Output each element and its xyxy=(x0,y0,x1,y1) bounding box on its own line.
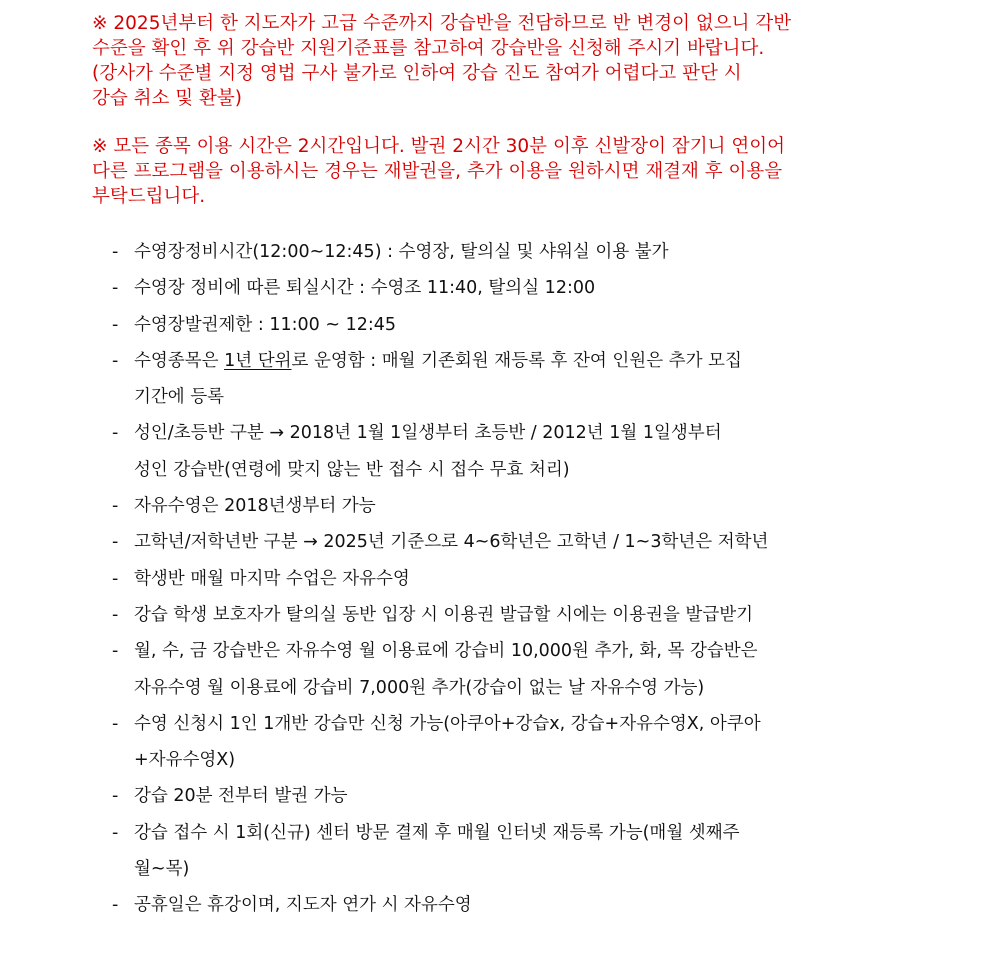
underlined-term: 1년 단위 xyxy=(224,350,292,371)
rule-text: 월, 수, 금 강습반은 자유수영 월 이용료에 강습비 10,000원 추가, 화, 목 강습반은 xyxy=(134,641,758,662)
bullet-dash: - xyxy=(112,713,119,734)
rule-text-continued: 월~목) xyxy=(134,859,190,880)
rule-text-continued: +자유수영X) xyxy=(134,750,236,771)
bullet-dash: - xyxy=(112,314,119,335)
bullet-dash: - xyxy=(112,822,119,843)
bullet-dash: - xyxy=(112,423,119,444)
bullet-dash: - xyxy=(112,496,119,517)
bullet-dash: - xyxy=(112,604,119,625)
rule-text-continued: 자유수영 월 이용료에 강습비 7,000원 추가(강습이 없는 날 자유수영 가능) xyxy=(134,677,705,698)
rules-list xyxy=(112,234,912,924)
bullet-dash: - xyxy=(112,278,119,299)
bullet-dash: - xyxy=(112,895,119,916)
list-item xyxy=(112,343,912,416)
rule-text: 수영 신청시 1인 1개반 강습만 신청 가능(아쿠아+강습x, 강습+자유수영X, 아쿠아 xyxy=(134,713,761,734)
rule-text: 수영장 정비에 따른 퇴실시간 : 수영조 11:40, 탈의실 12:00 xyxy=(134,278,596,299)
rule-text-continued: 기간에 등록 xyxy=(134,387,225,408)
list-item xyxy=(112,524,912,560)
rule-text: 학생반 매월 마지막 수업은 자유수영 xyxy=(134,568,410,589)
bullet-dash: - xyxy=(112,350,119,371)
rule-text: 고학년/저학년반 구분 → 2025년 기준으로 4~6학년은 고학년 / 1~3학년은 저학년 xyxy=(134,532,769,553)
bullet-dash: - xyxy=(112,242,119,262)
list-item xyxy=(112,307,912,343)
list-item xyxy=(112,234,912,270)
rule-text: 성인/초등반 구분 → 2018년 1월 1일생부터 초등반 / 2012년 1월 1일생부터 xyxy=(134,423,722,444)
list-item xyxy=(112,597,912,633)
rule-text xyxy=(134,343,912,379)
list-item xyxy=(112,815,912,888)
list-item xyxy=(112,561,912,597)
rule-text: 강습 학생 보호자가 탈의실 동반 입장 시 이용권 발급할 시에는 이용권을 발급받기 xyxy=(134,604,754,625)
notice-line: ※ 2025년부터 한 지도자가 고급 수준까지 강습반을 전담하므로 반 변경이 없으니 각반 xyxy=(92,13,792,34)
notice-class-level xyxy=(92,11,912,111)
notice-usage-time xyxy=(92,134,912,209)
rule-text: 공휴일은 휴강이며, 지도자 연가 시 자유수영 xyxy=(134,895,472,916)
list-item xyxy=(112,270,912,306)
rule-text-part: 수영종목은 xyxy=(134,350,225,371)
notice-line: 수준을 확인 후 위 강습반 지원기준표를 참고하여 강습반을 신청해 주시기 바랍니다. xyxy=(92,38,765,59)
rule-text: 수영장발권제한 : 11:00 ~ 12:45 xyxy=(134,314,397,335)
list-item xyxy=(112,488,912,524)
list-item xyxy=(112,415,912,488)
list-item xyxy=(112,778,912,814)
rule-text: 수영장정비시간(12:00~12:45) : 수영장, 탈의실 및 샤워실 이용 불가 xyxy=(134,242,669,262)
bullet-dash: - xyxy=(112,786,119,807)
list-item xyxy=(112,633,912,706)
notice-line: ※ 모든 종목 이용 시간은 2시간입니다. 발권 2시간 30분 이후 신발장이 잠기니 연이어 xyxy=(92,136,786,157)
rule-text-part: 로 운영함 : 매월 기존회원 재등록 후 잔여 인원은 추가 모집 xyxy=(291,350,742,371)
notice-line: 다른 프로그램을 이용하시는 경우는 재발권을, 추가 이용을 원하시면 재결재 후 이용을 xyxy=(92,161,783,182)
bullet-dash: - xyxy=(112,568,119,589)
notice-line: (강사가 수준별 지정 영법 구사 불가로 인하여 강습 진도 참여가 어렵다고 판단 시 xyxy=(92,63,742,84)
list-item xyxy=(112,887,912,923)
notice-line: 강습 취소 및 환불) xyxy=(92,88,242,109)
rule-text-continued: 성인 강습반(연령에 맞지 않는 반 접수 시 접수 무효 처리) xyxy=(134,459,570,480)
rule-text: 강습 20분 전부터 발권 가능 xyxy=(134,786,348,807)
bullet-dash: - xyxy=(112,641,119,662)
list-item xyxy=(112,706,912,779)
rule-text: 자유수영은 2018년생부터 가능 xyxy=(134,496,376,517)
rule-text: 강습 접수 시 1회(신규) 센터 방문 결제 후 매월 인터넷 재등록 가능(매월 셋째주 xyxy=(134,822,740,843)
bullet-dash: - xyxy=(112,532,119,553)
notice-line: 부탁드립니다. xyxy=(92,186,206,207)
